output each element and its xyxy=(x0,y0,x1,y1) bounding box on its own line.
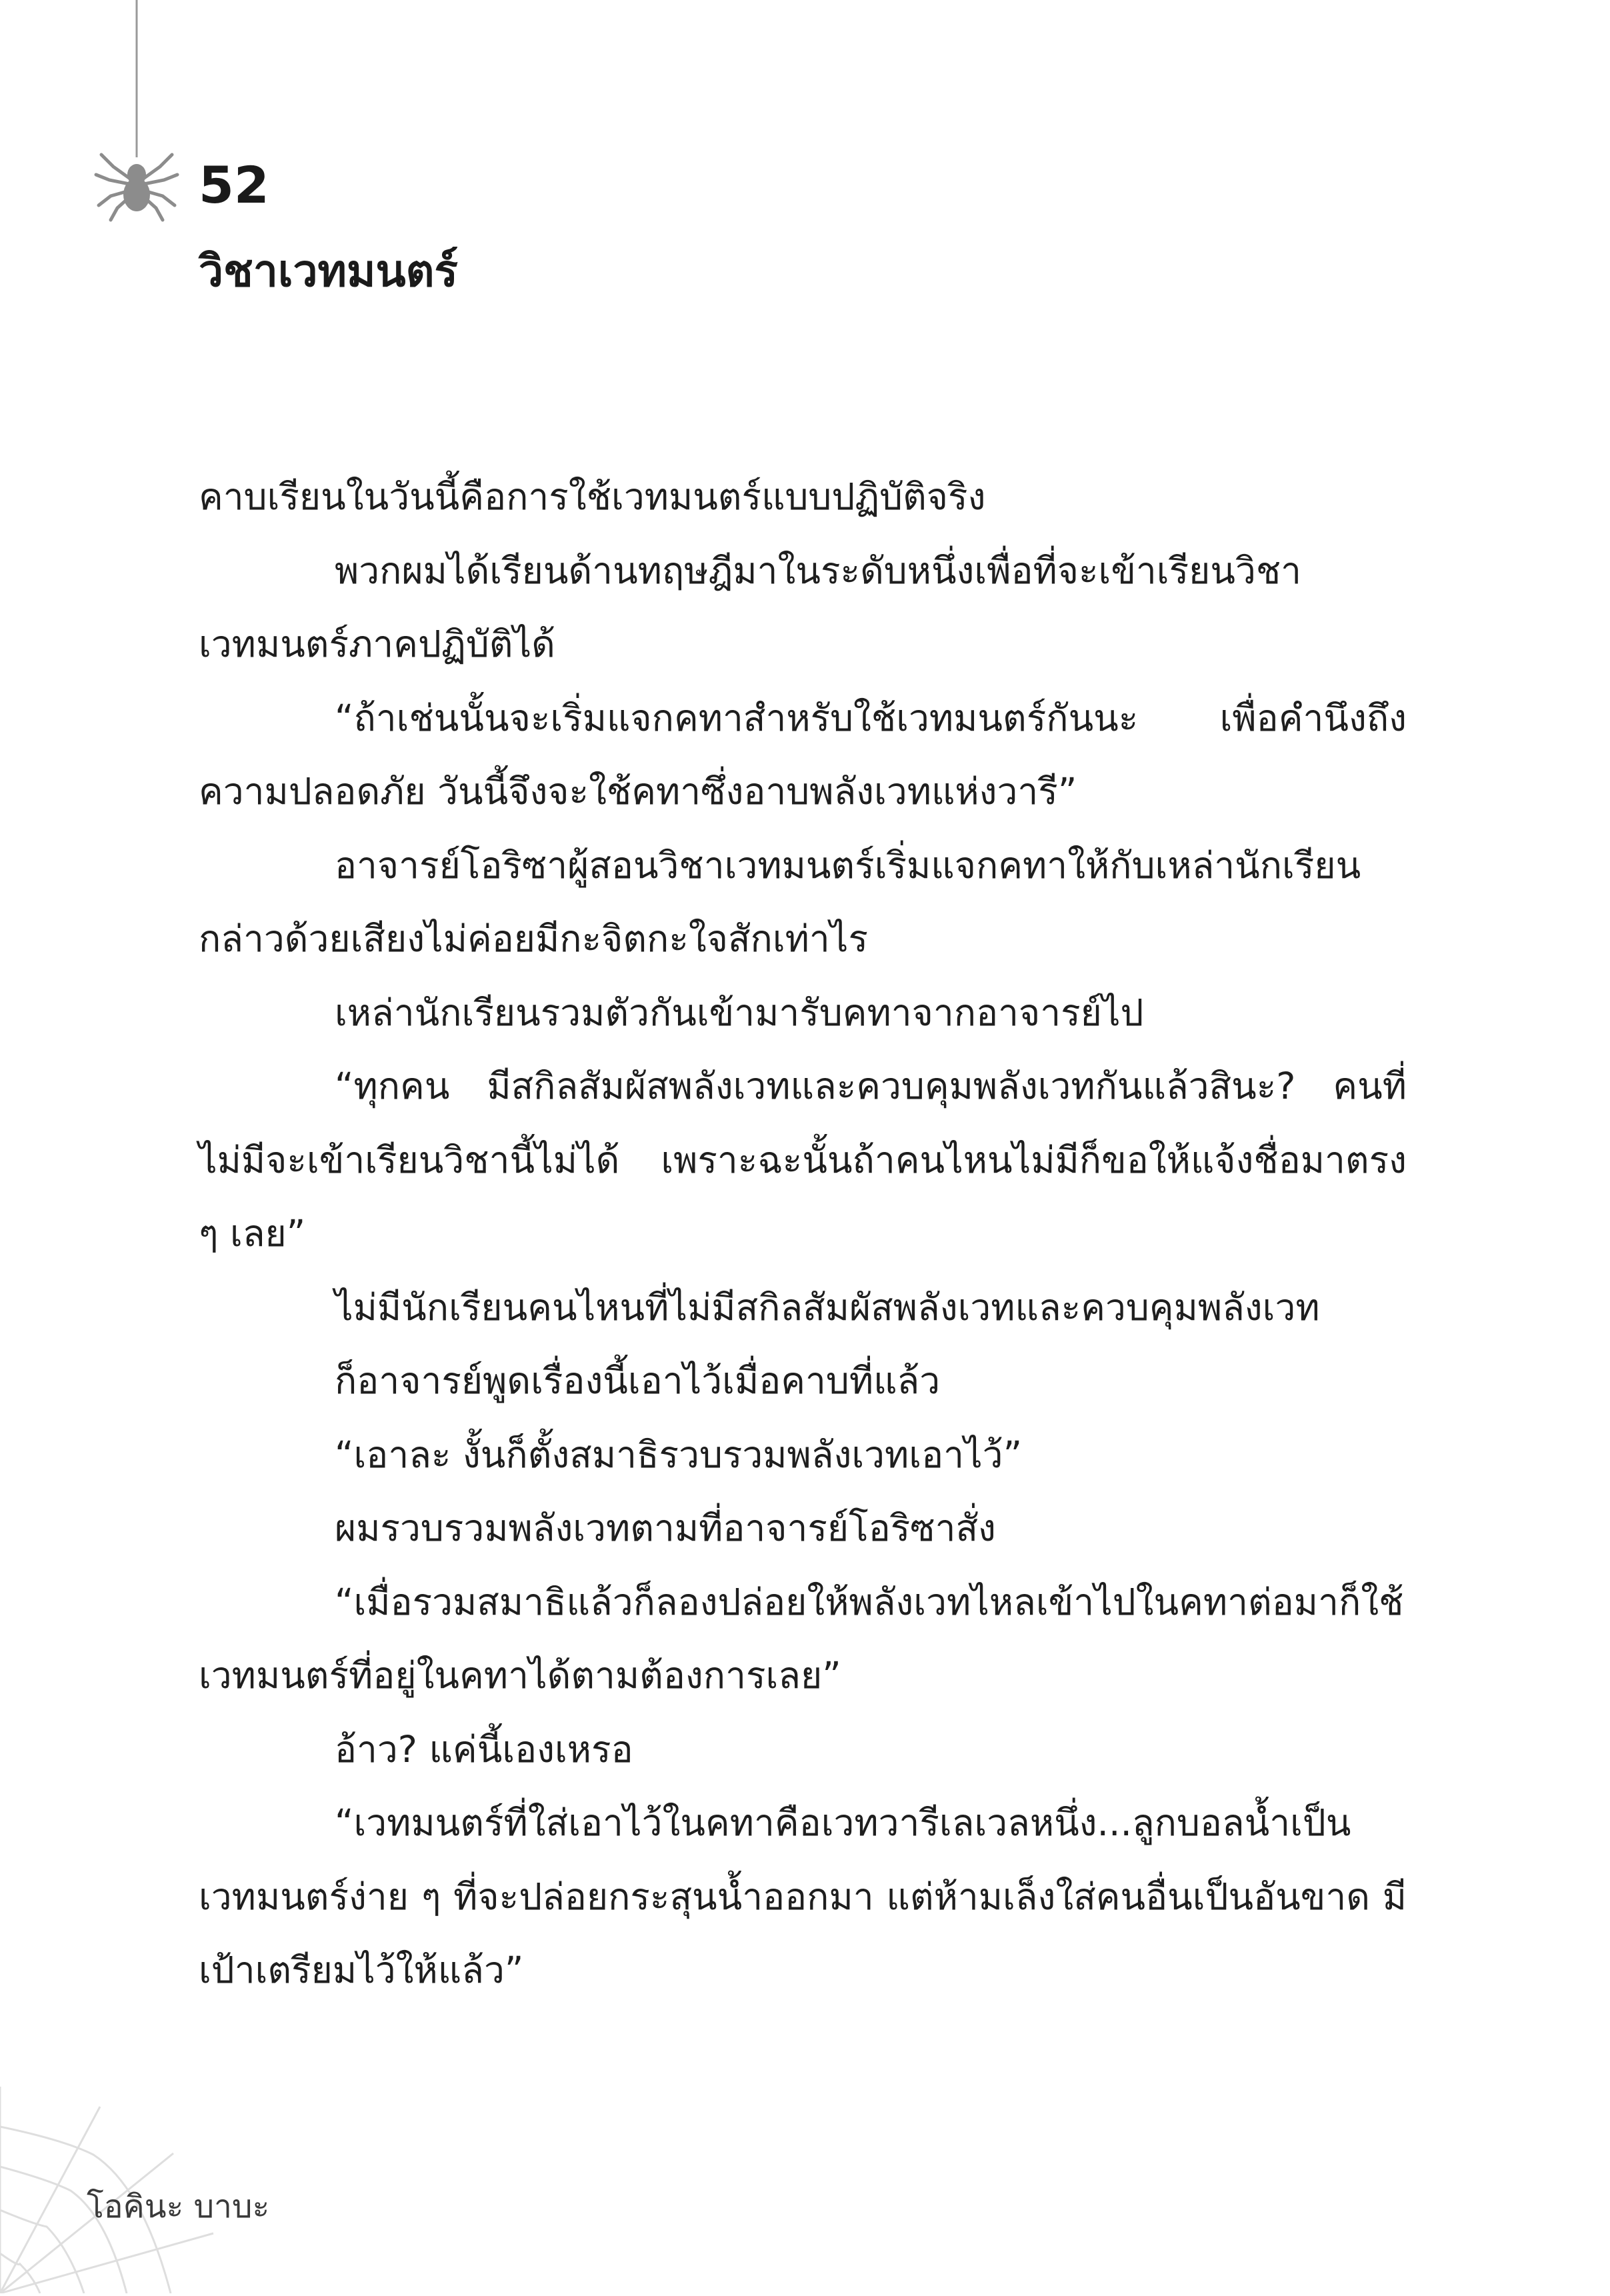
paragraph: ไม่มีนักเรียนคนไหนที่ไม่มีสกิลสัมผัสพลังเวทและควบคุมพลังเวท xyxy=(335,1285,1320,1329)
paragraph: พวกผมได้เรียนด้านทฤษฎีมาในระดับหนึ่งเพื่อที่จะเข้าเรียนวิชาเวทมนตร์ภาคปฏิบัติได้ xyxy=(199,549,1302,665)
paragraph: “ถ้าเช่นนั้นจะเริ่มแจกคทาสำหรับใช้เวทมนตร์กันนะ เพื่อคำนึงถึงความปลอดภัย วันนี้จึงจะใช้คทาซึ่งอาบพลังเวทแห่งวารี” xyxy=(199,696,1407,813)
author-name: โอคินะ บาบะ xyxy=(87,2188,270,2225)
chapter-number: 52 xyxy=(199,155,269,215)
paragraph: “เอาละ งั้นก็ตั้งสมาธิรวบรวมพลังเวทเอาไว้” xyxy=(335,1433,1023,1476)
paragraph: “เวทมนตร์ที่ใส่เอาไว้ในคทาคือเวทวารีเลเวลหนึ่ง...ลูกบอลน้ำเป็นเวทมนตร์ง่าย ๆ ที่จะปล่อยกระสุนน้ำออกมา แต่ห้ามเล็งใส่คนอื่นเป็นอันขาด มีเป้าเตรียมไว้ให้แล้ว” xyxy=(199,1801,1407,1991)
paragraph: อ้าว? แค่นี้เองเหรอ xyxy=(335,1727,633,1771)
paragraph: “ทุกคน มีสกิลสัมผัสพลังเวทและควบคุมพลังเวทกันแล้วสินะ? คนที่ไม่มีจะเข้าเรียนวิชานี้ไม่ได้ เพราะฉะนั้นถ้าคนไหนไม่มีก็ขอให้แจ้งชื่อมาตรง ๆ เลย” xyxy=(199,1065,1407,1255)
chapter-body xyxy=(199,460,1407,2007)
paragraph: ก็อาจารย์พูดเรื่องนี้เอาไว้เมื่อคาบที่แล้ว xyxy=(335,1359,941,1402)
spider-icon xyxy=(93,0,180,227)
paragraph: ผมรวบรวมพลังเวทตามที่อาจารย์โอริซาสั่ง xyxy=(335,1507,996,1549)
chapter-title: วิชาเวทมนตร์ xyxy=(199,245,458,297)
paragraph: เหล่านักเรียนรวมตัวกันเข้ามารับคทาจากอาจารย์ไป xyxy=(335,991,1144,1034)
paragraph: คาบเรียนในวันนี้คือการใช้เวทมนตร์แบบปฏิบัติจริง xyxy=(199,475,986,518)
paragraph: อาจารย์โอริซาผู้สอนวิชาเวทมนตร์เริ่มแจกคทาให้กับเหล่านักเรียน กล่าวด้วยเสียงไม่ค่อยมีกะจิตกะใจสักเท่าไร xyxy=(199,843,1361,960)
paragraph: “เมื่อรวมสมาธิแล้วก็ลองปล่อยให้พลังเวทไหลเข้าไปในคทาต่อมาก็ใช้เวทมนตร์ที่อยู่ในคทาได้ตามต้องการเลย” xyxy=(199,1580,1404,1697)
